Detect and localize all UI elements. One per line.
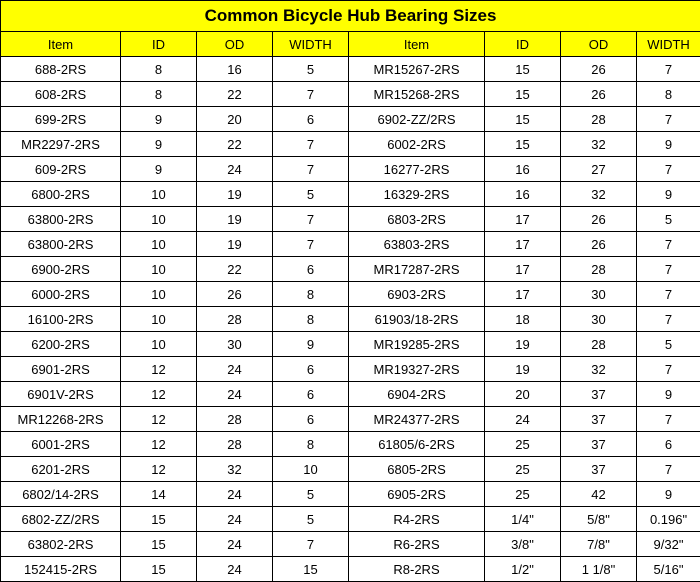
cell-width-left: 8: [273, 432, 349, 457]
cell-item-right: 6803-2RS: [349, 207, 485, 232]
cell-item-left: 6001-2RS: [1, 432, 121, 457]
table-row: [1, 182, 700, 207]
cell-item-right: MR17287-2RS: [349, 257, 485, 282]
cell-id-right: 19: [485, 357, 561, 382]
column-header-item-left: Item: [1, 32, 121, 57]
cell-id-right: 18: [485, 307, 561, 332]
cell-id-left: 15: [121, 557, 197, 582]
cell-item-right: 61805/6-2RS: [349, 432, 485, 457]
cell-item-right: MR19285-2RS: [349, 332, 485, 357]
cell-id-left: 12: [121, 382, 197, 407]
cell-width-right: 5/16": [637, 557, 700, 582]
cell-width-left: 5: [273, 507, 349, 532]
cell-item-left: 6900-2RS: [1, 257, 121, 282]
cell-item-right: MR19327-2RS: [349, 357, 485, 382]
cell-od-right: 37: [561, 432, 637, 457]
cell-item-left: 16100-2RS: [1, 307, 121, 332]
cell-od-left: 19: [197, 182, 273, 207]
cell-width-left: 5: [273, 57, 349, 82]
cell-id-left: 10: [121, 207, 197, 232]
cell-width-left: 7: [273, 232, 349, 257]
cell-od-right: 27: [561, 157, 637, 182]
cell-id-right: 16: [485, 157, 561, 182]
cell-id-right: 15: [485, 57, 561, 82]
cell-item-left: 608-2RS: [1, 82, 121, 107]
cell-od-right: 28: [561, 257, 637, 282]
cell-id-left: 8: [121, 82, 197, 107]
cell-item-left: MR2297-2RS: [1, 132, 121, 157]
cell-od-left: 28: [197, 432, 273, 457]
cell-width-right: 9/32": [637, 532, 700, 557]
cell-item-left: 609-2RS: [1, 157, 121, 182]
cell-item-left: 6901-2RS: [1, 357, 121, 382]
cell-id-left: 8: [121, 57, 197, 82]
cell-item-right: R8-2RS: [349, 557, 485, 582]
cell-item-left: 688-2RS: [1, 57, 121, 82]
table-title: Common Bicycle Hub Bearing Sizes: [1, 1, 700, 32]
cell-width-left: 7: [273, 207, 349, 232]
cell-od-right: 37: [561, 457, 637, 482]
cell-od-right: 26: [561, 82, 637, 107]
cell-width-right: 6: [637, 432, 700, 457]
cell-item-left: MR12268-2RS: [1, 407, 121, 432]
table-row: [1, 132, 700, 157]
cell-width-left: 6: [273, 382, 349, 407]
cell-id-left: 15: [121, 532, 197, 557]
table-row: [1, 382, 700, 407]
cell-item-left: 6802/14-2RS: [1, 482, 121, 507]
cell-width-left: 7: [273, 157, 349, 182]
cell-item-right: 63803-2RS: [349, 232, 485, 257]
cell-width-right: 7: [637, 282, 700, 307]
cell-width-right: 9: [637, 482, 700, 507]
cell-width-right: 8: [637, 82, 700, 107]
table-row: [1, 107, 700, 132]
column-header-item-right: Item: [349, 32, 485, 57]
cell-width-right: 9: [637, 132, 700, 157]
cell-id-right: 3/8": [485, 532, 561, 557]
column-header-od-right: OD: [561, 32, 637, 57]
cell-id-left: 10: [121, 232, 197, 257]
cell-width-right: 7: [637, 232, 700, 257]
cell-od-right: 32: [561, 132, 637, 157]
cell-width-left: 5: [273, 482, 349, 507]
cell-id-left: 9: [121, 132, 197, 157]
table-row: [1, 282, 700, 307]
table-row: [1, 507, 700, 532]
cell-id-right: 17: [485, 282, 561, 307]
table-row: [1, 82, 700, 107]
cell-item-left: 63800-2RS: [1, 207, 121, 232]
column-header-width-left: WIDTH: [273, 32, 349, 57]
cell-width-left: 6: [273, 107, 349, 132]
cell-od-right: 37: [561, 407, 637, 432]
cell-item-left: 63800-2RS: [1, 232, 121, 257]
cell-width-right: 9: [637, 182, 700, 207]
cell-id-left: 12: [121, 407, 197, 432]
cell-od-left: 32: [197, 457, 273, 482]
cell-width-right: 7: [637, 107, 700, 132]
cell-id-left: 12: [121, 357, 197, 382]
cell-item-left: 6802-ZZ/2RS: [1, 507, 121, 532]
cell-width-left: 9: [273, 332, 349, 357]
cell-item-right: 6905-2RS: [349, 482, 485, 507]
cell-width-right: 5: [637, 207, 700, 232]
cell-od-right: 37: [561, 382, 637, 407]
cell-item-left: 699-2RS: [1, 107, 121, 132]
cell-id-left: 10: [121, 282, 197, 307]
table-row: [1, 257, 700, 282]
table-row: [1, 157, 700, 182]
column-header-width-right: WIDTH: [637, 32, 700, 57]
cell-id-right: 20: [485, 382, 561, 407]
cell-id-right: 16: [485, 182, 561, 207]
cell-width-left: 5: [273, 182, 349, 207]
cell-item-left: 6000-2RS: [1, 282, 121, 307]
cell-od-left: 26: [197, 282, 273, 307]
cell-id-left: 10: [121, 182, 197, 207]
cell-width-left: 15: [273, 557, 349, 582]
column-header-id-right: ID: [485, 32, 561, 57]
cell-od-left: 24: [197, 482, 273, 507]
cell-od-right: 26: [561, 207, 637, 232]
cell-item-left: 63802-2RS: [1, 532, 121, 557]
cell-width-right: 7: [637, 57, 700, 82]
cell-od-left: 28: [197, 407, 273, 432]
table-row: [1, 532, 700, 557]
cell-od-right: 42: [561, 482, 637, 507]
cell-od-left: 22: [197, 82, 273, 107]
cell-width-right: 7: [637, 307, 700, 332]
cell-od-left: 20: [197, 107, 273, 132]
cell-od-right: 26: [561, 57, 637, 82]
cell-od-right: 32: [561, 357, 637, 382]
cell-od-left: 22: [197, 132, 273, 157]
cell-id-left: 12: [121, 457, 197, 482]
cell-id-right: 19: [485, 332, 561, 357]
cell-width-left: 7: [273, 132, 349, 157]
table-row: [1, 407, 700, 432]
cell-id-right: 15: [485, 82, 561, 107]
cell-od-right: 1 1/8": [561, 557, 637, 582]
cell-od-right: 32: [561, 182, 637, 207]
cell-width-right: 7: [637, 157, 700, 182]
cell-width-right: 7: [637, 357, 700, 382]
cell-id-left: 10: [121, 332, 197, 357]
table-body: [1, 57, 700, 582]
cell-od-left: 24: [197, 557, 273, 582]
column-header-od-left: OD: [197, 32, 273, 57]
cell-width-left: 7: [273, 82, 349, 107]
cell-id-left: 10: [121, 307, 197, 332]
cell-width-right: 7: [637, 257, 700, 282]
cell-item-left: 6201-2RS: [1, 457, 121, 482]
cell-width-left: 10: [273, 457, 349, 482]
cell-od-right: 28: [561, 107, 637, 132]
table-row: [1, 357, 700, 382]
cell-width-left: 7: [273, 532, 349, 557]
cell-od-left: 24: [197, 157, 273, 182]
title-row: [1, 1, 700, 32]
table-row: [1, 457, 700, 482]
cell-width-left: 8: [273, 307, 349, 332]
cell-width-left: 6: [273, 357, 349, 382]
cell-id-left: 15: [121, 507, 197, 532]
cell-od-left: 24: [197, 382, 273, 407]
cell-od-left: 28: [197, 307, 273, 332]
cell-id-right: 1/2": [485, 557, 561, 582]
table-row: [1, 207, 700, 232]
cell-od-left: 16: [197, 57, 273, 82]
cell-od-right: 30: [561, 307, 637, 332]
column-header-id-left: ID: [121, 32, 197, 57]
cell-od-right: 28: [561, 332, 637, 357]
cell-id-left: 12: [121, 432, 197, 457]
cell-od-right: 5/8": [561, 507, 637, 532]
table-row: [1, 432, 700, 457]
cell-id-left: 10: [121, 257, 197, 282]
cell-id-left: 9: [121, 157, 197, 182]
cell-od-right: 26: [561, 232, 637, 257]
cell-id-right: 25: [485, 482, 561, 507]
cell-od-left: 19: [197, 232, 273, 257]
cell-od-left: 22: [197, 257, 273, 282]
cell-item-right: 16329-2RS: [349, 182, 485, 207]
cell-item-right: MR15267-2RS: [349, 57, 485, 82]
cell-id-right: 15: [485, 132, 561, 157]
cell-width-right: 7: [637, 457, 700, 482]
cell-item-right: 6902-ZZ/2RS: [349, 107, 485, 132]
cell-item-left: 6200-2RS: [1, 332, 121, 357]
cell-id-right: 17: [485, 207, 561, 232]
cell-od-left: 24: [197, 357, 273, 382]
cell-width-right: 9: [637, 382, 700, 407]
cell-item-right: 61903/18-2RS: [349, 307, 485, 332]
cell-id-right: 24: [485, 407, 561, 432]
cell-id-right: 1/4": [485, 507, 561, 532]
cell-od-left: 24: [197, 507, 273, 532]
header-row: [1, 32, 700, 57]
cell-id-left: 14: [121, 482, 197, 507]
cell-item-left: 152415-2RS: [1, 557, 121, 582]
cell-id-left: 9: [121, 107, 197, 132]
table-row: [1, 307, 700, 332]
cell-item-right: MR15268-2RS: [349, 82, 485, 107]
cell-od-left: 19: [197, 207, 273, 232]
cell-od-right: 30: [561, 282, 637, 307]
cell-item-left: 6800-2RS: [1, 182, 121, 207]
cell-item-right: 6002-2RS: [349, 132, 485, 157]
cell-id-right: 17: [485, 232, 561, 257]
cell-id-right: 25: [485, 457, 561, 482]
cell-item-right: 6904-2RS: [349, 382, 485, 407]
table-row: [1, 332, 700, 357]
cell-id-right: 17: [485, 257, 561, 282]
cell-width-left: 8: [273, 282, 349, 307]
cell-item-left: 6901V-2RS: [1, 382, 121, 407]
cell-item-right: 16277-2RS: [349, 157, 485, 182]
cell-id-right: 15: [485, 107, 561, 132]
cell-item-right: 6903-2RS: [349, 282, 485, 307]
cell-od-left: 24: [197, 532, 273, 557]
table-row: [1, 232, 700, 257]
cell-item-right: MR24377-2RS: [349, 407, 485, 432]
cell-od-right: 7/8": [561, 532, 637, 557]
table-row: [1, 57, 700, 82]
cell-item-right: 6805-2RS: [349, 457, 485, 482]
cell-width-right: 5: [637, 332, 700, 357]
cell-width-left: 6: [273, 407, 349, 432]
table-row: [1, 482, 700, 507]
cell-width-right: 7: [637, 407, 700, 432]
cell-item-right: R6-2RS: [349, 532, 485, 557]
cell-id-right: 25: [485, 432, 561, 457]
table-row: [1, 557, 700, 582]
cell-item-right: R4-2RS: [349, 507, 485, 532]
cell-width-left: 6: [273, 257, 349, 282]
cell-od-left: 30: [197, 332, 273, 357]
cell-width-right: 0.196": [637, 507, 700, 532]
